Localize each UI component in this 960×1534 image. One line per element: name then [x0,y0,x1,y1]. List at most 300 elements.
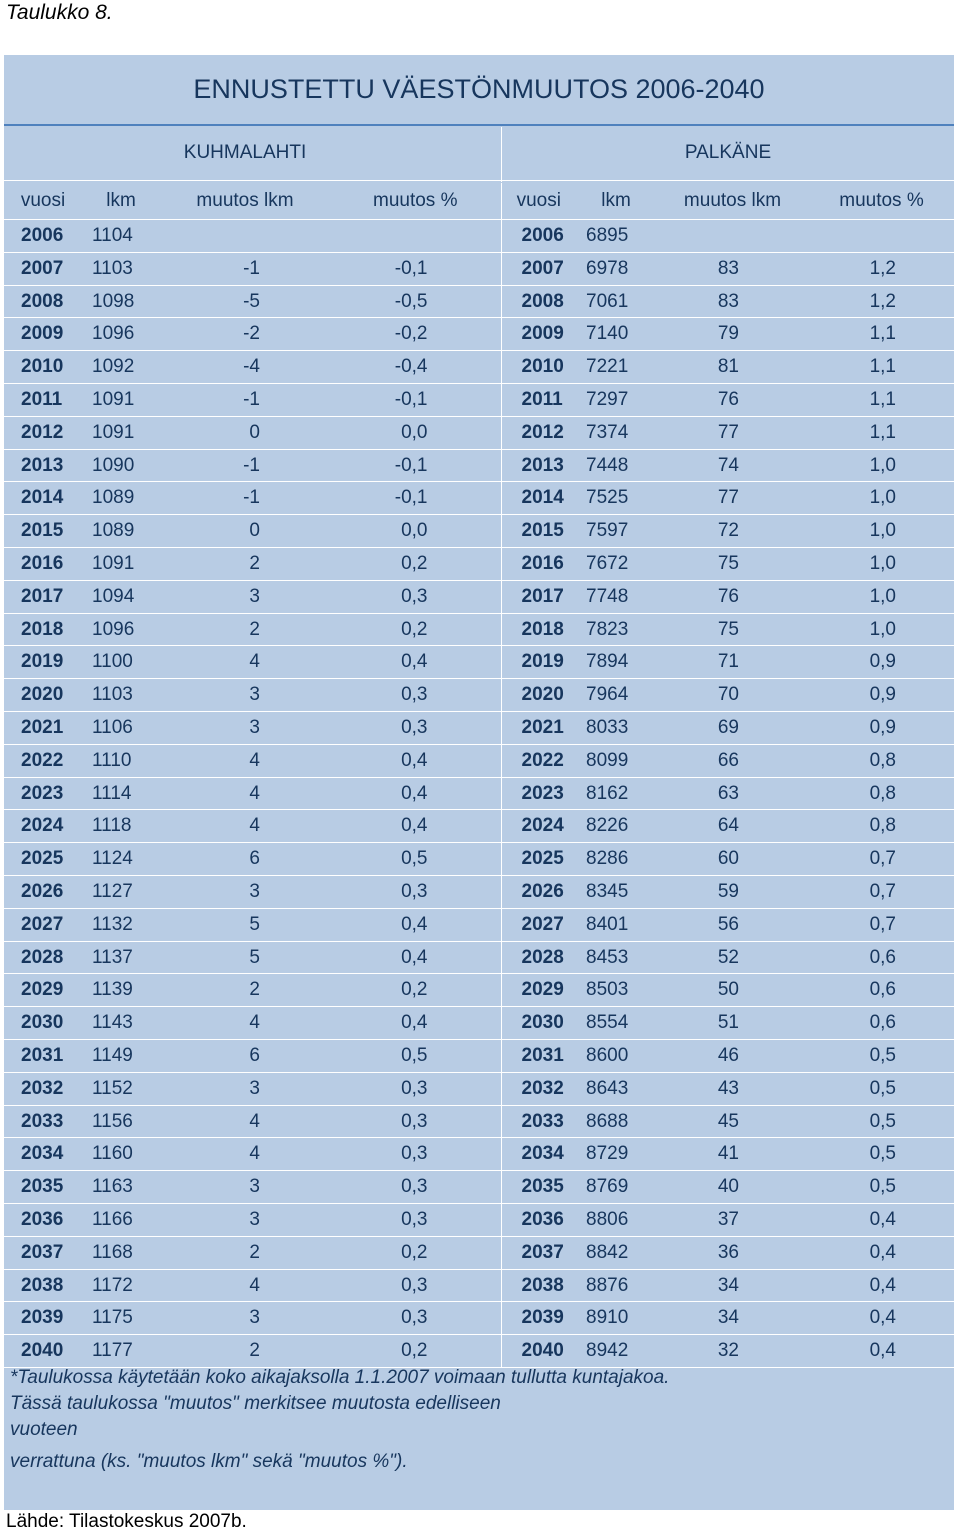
year-cell: 2025 [4,843,82,876]
change-percent-cell: 0,5 [809,1105,954,1138]
change-percent-cell: 1,1 [809,416,954,449]
change-count-cell: -1 [160,383,330,416]
table-row [4,646,954,679]
change-percent-cell: 0,7 [809,875,954,908]
change-count-cell: 69 [656,711,809,744]
note-line: *Taulukossa käytetään koko aikajaksolla 1.1.2007 voimaan tullutta kuntajakoa. [10,1367,670,1388]
change-count-cell: 41 [656,1138,809,1171]
change-percent-cell: 0,2 [330,1335,501,1368]
change-count-cell: 34 [656,1302,809,1335]
year-cell: 2036 [501,1203,576,1236]
change-count-cell: 4 [160,1269,330,1302]
note-line: verrattuna (ks. "muutos lkm" sekä "muutos %"). [10,1451,408,1472]
change-count-cell: 70 [656,679,809,712]
year-cell: 2032 [501,1072,576,1105]
change-percent-cell: 0,6 [809,974,954,1007]
table-row [4,941,954,974]
change-count-cell: 3 [160,875,330,908]
table-row [4,1138,954,1171]
change-percent-cell: 0,4 [330,908,501,941]
group-divider [501,127,502,182]
count-cell: 1177 [82,1335,160,1368]
change-count-cell: 36 [656,1236,809,1269]
table-row [4,285,954,318]
table-row [4,547,954,580]
change-count-cell: 56 [656,908,809,941]
change-percent-cell: 0,3 [330,1138,501,1171]
note-line: vuoteen [10,1419,78,1440]
year-cell: 2011 [4,383,82,416]
change-percent-cell: 0,8 [809,744,954,777]
count-cell: 8401 [576,908,656,941]
change-count-cell: 2 [160,1335,330,1368]
count-cell: 1094 [82,580,160,613]
header-divider [4,180,954,181]
change-percent-cell: 0,4 [809,1236,954,1269]
year-cell: 2010 [501,351,576,384]
table-row [4,416,954,449]
change-percent-cell: 0,5 [809,1039,954,1072]
column-header: muutos % [809,183,954,220]
change-percent-cell: 0,2 [330,547,501,580]
count-cell: 7597 [576,515,656,548]
change-percent-cell: 1,0 [809,613,954,646]
year-cell: 2010 [4,351,82,384]
change-percent-cell: -0,1 [330,482,501,515]
year-cell: 2022 [501,744,576,777]
group-header-kuhmalahti: KUHMALAHTI [183,142,307,163]
count-cell: 8910 [576,1302,656,1335]
change-count-cell: 4 [160,646,330,679]
change-percent-cell: 0,2 [330,1236,501,1269]
year-cell: 2012 [501,416,576,449]
table-row [4,1335,954,1368]
change-count-cell: 3 [160,1072,330,1105]
year-cell: 2031 [4,1039,82,1072]
count-cell: 1096 [82,613,160,646]
change-count-cell: 6 [160,843,330,876]
count-cell: 1132 [82,908,160,941]
column-header: muutos lkm [656,183,809,220]
change-count-cell: 2 [160,1236,330,1269]
year-cell: 2016 [501,547,576,580]
change-percent-cell: 0,3 [330,711,501,744]
year-cell: 2039 [501,1302,576,1335]
change-count-cell: 3 [160,711,330,744]
count-cell: 1118 [82,810,160,843]
count-cell: 7061 [576,285,656,318]
year-cell: 2009 [4,318,82,351]
year-cell: 2007 [4,252,82,285]
count-cell: 1089 [82,482,160,515]
change-count-cell: 46 [656,1039,809,1072]
table-row [4,1203,954,1236]
count-cell: 1163 [82,1171,160,1204]
table-row [4,679,954,712]
change-count-cell: 4 [160,744,330,777]
count-cell: 8842 [576,1236,656,1269]
change-count-cell: 66 [656,744,809,777]
year-cell: 2019 [4,646,82,679]
change-count-cell: -1 [160,482,330,515]
note-line: Tässä taulukossa "muutos" merkitsee muutosta edelliseen [10,1393,501,1414]
change-percent-cell: -0,1 [330,252,501,285]
count-cell: 7823 [576,613,656,646]
year-cell: 2040 [501,1335,576,1368]
change-percent-cell: 0,3 [330,580,501,613]
year-cell: 2015 [501,515,576,548]
count-cell: 8503 [576,974,656,1007]
count-cell: 7221 [576,351,656,384]
table-title: ENNUSTETTU VÄESTÖNMUUTOS 2006-2040 [193,74,765,104]
change-count-cell: 45 [656,1105,809,1138]
year-cell: 2011 [501,383,576,416]
year-cell: 2037 [501,1236,576,1269]
change-count-cell: 0 [160,515,330,548]
count-cell: 1091 [82,383,160,416]
table-row [4,974,954,1007]
change-percent-cell: -0,4 [330,351,501,384]
change-count-cell: 63 [656,777,809,810]
change-count-cell: 74 [656,449,809,482]
change-count-cell: 5 [160,941,330,974]
count-cell: 1091 [82,547,160,580]
change-percent-cell [330,220,501,253]
change-percent-cell: 0,2 [330,974,501,1007]
year-cell: 2039 [4,1302,82,1335]
year-cell: 2022 [4,744,82,777]
count-cell: 8688 [576,1105,656,1138]
change-percent-cell: 0,4 [809,1335,954,1368]
count-cell: 7894 [576,646,656,679]
table-row [4,318,954,351]
count-cell: 1143 [82,1007,160,1040]
year-cell: 2016 [4,547,82,580]
year-cell: 2035 [501,1171,576,1204]
year-cell: 2029 [4,974,82,1007]
change-percent-cell: 0,3 [330,1302,501,1335]
change-percent-cell: 0,3 [330,1171,501,1204]
count-cell: 1089 [82,515,160,548]
count-cell: 8345 [576,875,656,908]
count-cell: 1127 [82,875,160,908]
group-header-palkane: PALKÄNE [684,142,772,163]
count-cell: 1096 [82,318,160,351]
table-row [4,1072,954,1105]
change-percent-cell: 0,4 [330,777,501,810]
change-count-cell: 4 [160,777,330,810]
year-cell: 2013 [501,449,576,482]
change-percent-cell: 0,6 [809,941,954,974]
change-count-cell: -1 [160,252,330,285]
count-cell: 7140 [576,318,656,351]
table-row [4,1039,954,1072]
count-cell: 1172 [82,1269,160,1302]
count-cell: 6978 [576,252,656,285]
change-count-cell: 2 [160,974,330,1007]
column-header: muutos % [330,183,501,220]
change-count-cell: 76 [656,383,809,416]
population-table [4,183,954,1368]
year-cell: 2036 [4,1203,82,1236]
change-percent-cell: 0,3 [330,875,501,908]
year-cell: 2028 [4,941,82,974]
change-count-cell: 60 [656,843,809,876]
change-count-cell: 2 [160,547,330,580]
change-count-cell: 77 [656,482,809,515]
change-percent-cell: 1,1 [809,383,954,416]
table-row [4,580,954,613]
year-cell: 2027 [501,908,576,941]
year-cell: 2018 [4,613,82,646]
year-cell: 2019 [501,646,576,679]
year-cell: 2033 [4,1105,82,1138]
column-header: vuosi [4,183,82,220]
change-count-cell: 37 [656,1203,809,1236]
change-count-cell: 43 [656,1072,809,1105]
change-count-cell: 3 [160,580,330,613]
count-cell: 1110 [82,744,160,777]
change-percent-cell: 0,9 [809,711,954,744]
year-cell: 2035 [4,1171,82,1204]
count-cell: 1156 [82,1105,160,1138]
table-row [4,613,954,646]
change-count-cell: 51 [656,1007,809,1040]
count-cell: 7748 [576,580,656,613]
change-count-cell: 32 [656,1335,809,1368]
change-count-cell: -5 [160,285,330,318]
change-percent-cell: 0,4 [330,810,501,843]
year-cell: 2040 [4,1335,82,1368]
year-cell: 2008 [501,285,576,318]
year-cell: 2017 [4,580,82,613]
count-cell: 1114 [82,777,160,810]
year-cell: 2030 [4,1007,82,1040]
count-cell: 1168 [82,1236,160,1269]
change-percent-cell: 1,0 [809,482,954,515]
count-cell: 8453 [576,941,656,974]
column-header: lkm [576,183,656,220]
table-row [4,252,954,285]
change-count-cell: 81 [656,351,809,384]
change-count-cell: -4 [160,351,330,384]
change-percent-cell: 0,3 [330,1203,501,1236]
change-percent-cell: 0,4 [330,646,501,679]
change-percent-cell: 1,0 [809,580,954,613]
count-cell: 1103 [82,252,160,285]
count-cell: 7672 [576,547,656,580]
change-count-cell: 4 [160,1138,330,1171]
table-caption: Taulukko 8. [6,1,113,24]
table-row [4,711,954,744]
count-cell: 1175 [82,1302,160,1335]
change-percent-cell: 0,4 [330,941,501,974]
count-cell: 8729 [576,1138,656,1171]
change-count-cell: 75 [656,547,809,580]
count-cell: 1106 [82,711,160,744]
count-cell: 1091 [82,416,160,449]
year-cell: 2006 [501,220,576,253]
change-percent-cell: 0,6 [809,1007,954,1040]
year-cell: 2033 [501,1105,576,1138]
change-percent-cell: 1,0 [809,449,954,482]
count-cell: 8099 [576,744,656,777]
year-cell: 2015 [4,515,82,548]
change-percent-cell: 0,3 [330,679,501,712]
change-count-cell: 64 [656,810,809,843]
table-row [4,220,954,253]
change-percent-cell: 0,5 [809,1138,954,1171]
year-cell: 2029 [501,974,576,1007]
table-row [4,1269,954,1302]
change-count-cell [656,220,809,253]
year-cell: 2021 [501,711,576,744]
count-cell: 8554 [576,1007,656,1040]
year-cell: 2020 [4,679,82,712]
change-percent-cell: 0,9 [809,679,954,712]
change-percent-cell: 1,0 [809,547,954,580]
count-cell: 8162 [576,777,656,810]
year-cell: 2014 [4,482,82,515]
change-percent-cell: 0,3 [330,1072,501,1105]
year-cell: 2037 [4,1236,82,1269]
change-percent-cell: 0,5 [330,843,501,876]
change-percent-cell: 0,0 [330,416,501,449]
table-row [4,744,954,777]
change-percent-cell: 1,0 [809,515,954,548]
count-cell: 1103 [82,679,160,712]
year-cell: 2009 [501,318,576,351]
change-percent-cell: 1,2 [809,252,954,285]
count-cell: 8806 [576,1203,656,1236]
year-cell: 2027 [4,908,82,941]
change-count-cell: 3 [160,1203,330,1236]
change-count-cell: 76 [656,580,809,613]
year-cell: 2012 [4,416,82,449]
table-row [4,777,954,810]
change-percent-cell: 0,5 [809,1171,954,1204]
change-percent-cell: 0,0 [330,515,501,548]
table-row [4,1171,954,1204]
change-percent-cell: 0,7 [809,908,954,941]
change-count-cell: 6 [160,1039,330,1072]
change-count-cell: 71 [656,646,809,679]
year-cell: 2023 [501,777,576,810]
column-header: vuosi [501,183,576,220]
table-row [4,843,954,876]
column-header: muutos lkm [160,183,330,220]
change-count-cell: 52 [656,941,809,974]
change-count-cell: 3 [160,679,330,712]
year-cell: 2018 [501,613,576,646]
change-percent-cell: 0,2 [330,613,501,646]
year-cell: 2030 [501,1007,576,1040]
change-count-cell: 0 [160,416,330,449]
year-cell: 2025 [501,843,576,876]
year-cell: 2034 [4,1138,82,1171]
change-count-cell: -2 [160,318,330,351]
year-cell: 2024 [4,810,82,843]
change-percent-cell: -0,2 [330,318,501,351]
change-count-cell: 79 [656,318,809,351]
year-cell: 2020 [501,679,576,712]
change-count-cell [160,220,330,253]
change-count-cell: 77 [656,416,809,449]
count-cell: 1098 [82,285,160,318]
count-cell: 7448 [576,449,656,482]
year-cell: 2017 [501,580,576,613]
table-row [4,515,954,548]
count-cell: 8942 [576,1335,656,1368]
count-cell: 7297 [576,383,656,416]
table-row [4,1302,954,1335]
table-row [4,383,954,416]
change-percent-cell: 0,4 [809,1203,954,1236]
change-count-cell: 40 [656,1171,809,1204]
year-cell: 2026 [501,875,576,908]
count-cell: 8643 [576,1072,656,1105]
count-cell: 1090 [82,449,160,482]
source-line: Lähde: Tilastokeskus 2007b. [6,1511,247,1532]
title-divider [4,124,954,126]
table-row [4,875,954,908]
change-percent-cell: 0,4 [330,744,501,777]
change-count-cell: 75 [656,613,809,646]
table-note [10,1365,730,1475]
count-cell: 8033 [576,711,656,744]
year-cell: 2013 [4,449,82,482]
change-percent-cell: 0,4 [809,1302,954,1335]
change-percent-cell: 1,1 [809,351,954,384]
count-cell: 1152 [82,1072,160,1105]
change-percent-cell: 0,3 [330,1269,501,1302]
change-percent-cell: 0,9 [809,646,954,679]
change-percent-cell: 0,4 [330,1007,501,1040]
change-count-cell: 5 [160,908,330,941]
table-row [4,449,954,482]
table-row [4,810,954,843]
change-count-cell: 3 [160,1171,330,1204]
count-cell: 7525 [576,482,656,515]
change-percent-cell: -0,1 [330,449,501,482]
change-count-cell: 4 [160,1105,330,1138]
year-cell: 2023 [4,777,82,810]
count-cell: 8600 [576,1039,656,1072]
year-cell: 2024 [501,810,576,843]
change-percent-cell: 0,5 [330,1039,501,1072]
year-cell: 2007 [501,252,576,285]
table-row [4,482,954,515]
change-percent-cell: -0,1 [330,383,501,416]
year-cell: 2008 [4,285,82,318]
change-count-cell: 59 [656,875,809,908]
table-row [4,1007,954,1040]
change-count-cell: -1 [160,449,330,482]
year-cell: 2034 [501,1138,576,1171]
count-cell: 6895 [576,220,656,253]
count-cell: 7374 [576,416,656,449]
year-cell: 2014 [501,482,576,515]
count-cell: 1100 [82,646,160,679]
change-percent-cell: 0,7 [809,843,954,876]
count-cell: 8876 [576,1269,656,1302]
change-count-cell: 72 [656,515,809,548]
change-percent-cell: 0,5 [809,1072,954,1105]
change-percent-cell: 0,8 [809,777,954,810]
table-panel [4,55,954,1510]
year-cell: 2032 [4,1072,82,1105]
column-header-row [4,183,954,220]
